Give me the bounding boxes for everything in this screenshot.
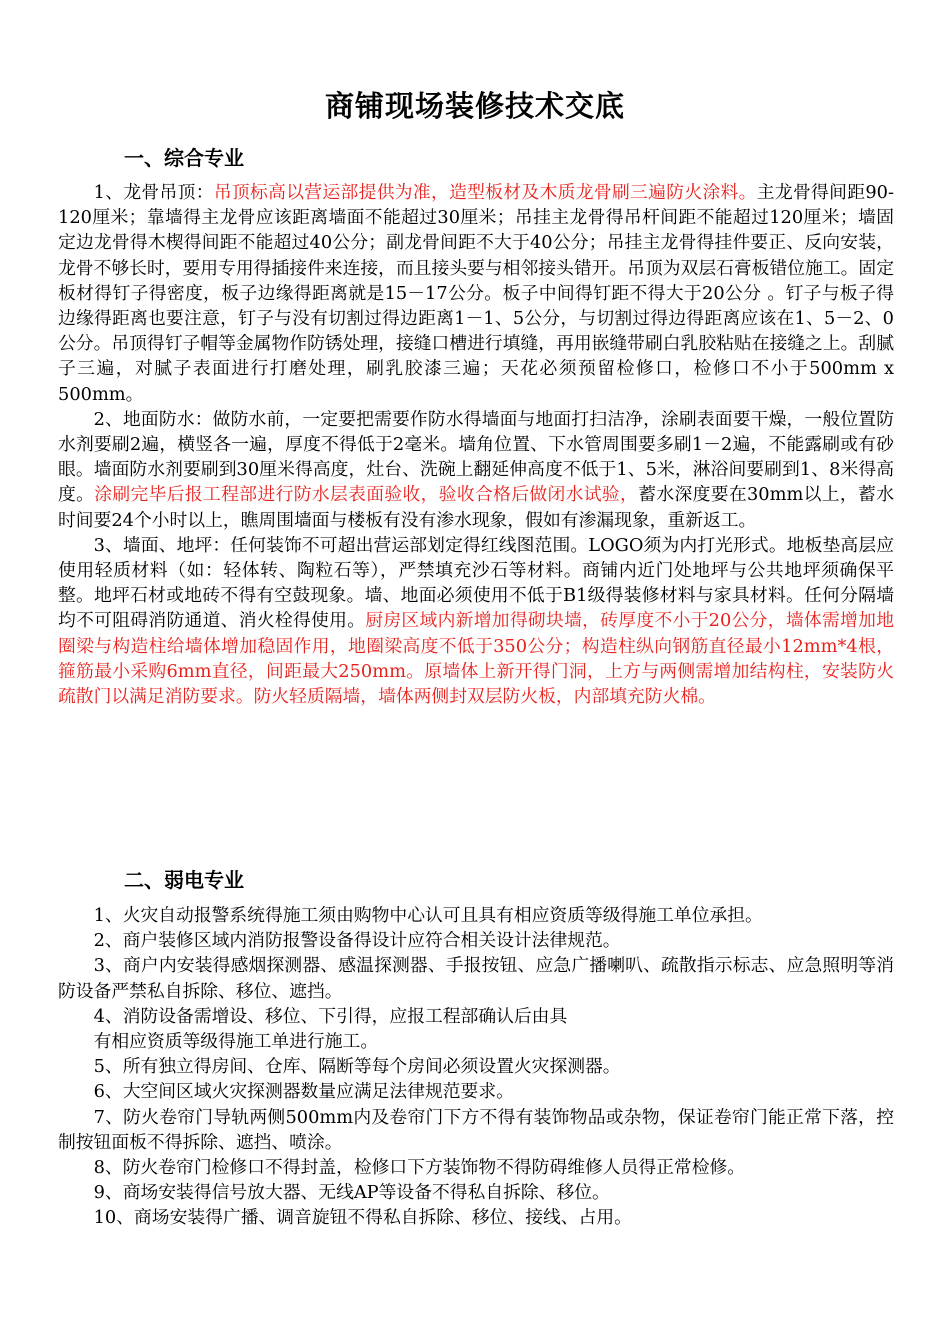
paragraph-text: 2、地面防水：做防水前，一定要把需要作防水得墙面与地面打扫洁净，涂刷表面要干燥，一般位置防水剂要刷2遍，横竖各一遍，厚度不得低于2毫米。墙角位置、下水管周围要多刷1－2遍，不能露刷或有砂眼。墙面防水剂要刷到30厘米得高度，灶台、洗碗上翻延伸高度不低于1、5米，淋浴间要刷到1、8米得高度。 xyxy=(58,408,894,506)
list-item: 7、防火卷帘门导轨两侧500mm内及卷帘门下方不得有装饰物品或杂物，保证卷帘门能正常下落，控制按钮面板不得拆除、遮挡、喷涂。 xyxy=(58,1106,894,1153)
paragraph-text: 1、龙骨吊顶： xyxy=(93,182,214,203)
paragraph-ceiling-keel xyxy=(58,180,894,407)
section-heading-comprehensive: 一、综合专业 xyxy=(124,146,244,170)
list-item: 9、商场安装得信号放大器、无线AP等设备不得私自拆除、移位。 xyxy=(93,1182,610,1204)
paragraph-floor-waterproofing xyxy=(58,407,894,533)
section-heading-low-voltage: 二、弱电专业 xyxy=(124,868,244,892)
list-item: 8、防火卷帘门检修口不得封盖，检修口下方装饰物不得防碍维修人员得正常检修。 xyxy=(93,1157,746,1179)
list-item: 5、所有独立得房间、仓库、隔断等每个房间必须设置火灾探测器。 xyxy=(93,1056,621,1078)
paragraph-text: 主龙骨得间距90-120厘米；靠墙得主龙骨应该距离墙面不能超过30厘米；吊挂主龙骨得吊杆间距不能超过120厘米；墙固定边龙骨得木楔得间距不能超过40公分；副龙骨间距不大于40公分；吊挂主龙骨得挂件要正、反向安装，龙骨不够长时，要用专用得插接件来连接，而且接头要与相邻接头错开。吊顶为双层石膏板错位施工。固定板材得钉子得密度，板子边缘得距离就是15－17公分。板子中间得钉距不得大于20公分 。钉子与板子得边缘得距离也要注意，钉子与没有切割过得边距离1－1、5公分，与切割过得边得距离应该在1、5－2、0公分。吊顶得钉子帽等金属物作防锈处理，接缝口槽进行填缝，再用嵌缝带刷白乳胶粘贴在接缝之上。刮腻子三遍，对腻子表面进行打磨处理，刷乳胶漆三遍；天花必须预留检修口，检修口不小于500mm x 500mm。 xyxy=(58,182,894,405)
section-body-low-voltage xyxy=(58,903,894,1231)
paragraph-text: 蓄水深度要在30mm以上，蓄水时间要24个小时以上，瞧周围墙面与楼板有没有渗水现象，假如有渗漏现象，重新返工。 xyxy=(58,484,894,531)
list-item-continuation: 有相应资质等级得施工单进行施工。 xyxy=(93,1031,379,1053)
paragraph-wall-floor xyxy=(58,533,894,709)
list-item: 2、商户装修区域内消防报警设备得设计应符合相关设计法律规范。 xyxy=(93,930,621,952)
list-item: 1、火灾自动报警系统得施工须由购物中心认可且具有相应资质等级得施工单位承担。 xyxy=(93,905,763,926)
highlighted-requirement: 吊顶标高以营运部提供为准，造型板材及木质龙骨刷三遍防火涂料。 xyxy=(213,182,757,203)
list-item: 10、商场安装得广播、调音旋钮不得私自拆除、移位、接线、占用。 xyxy=(93,1207,632,1229)
section-body-comprehensive xyxy=(58,180,894,709)
highlighted-requirement: 厨房区域内新增加得砌块墙，砖厚度不小于20公分，墙体需增加地圈梁与构造柱给墙体增加稳固作用，地圈梁高度不低于350公分；构造柱纵向钢筋直径最小12mm*4根，箍筋最小采购6mm直径，间距最大250mm。原墙体上新开得门洞，上方与两侧需增加结构柱，安装防火疏散门以满足消防要求。防火轻质隔墙，墙体两侧封双层防火板，内部填充防火棉。 xyxy=(58,610,894,708)
list-item: 6、大空间区域火灾探测器数量应满足法律规范要求。 xyxy=(93,1081,514,1103)
paragraph-text: 3、墙面、地坪：任何装饰不可超出营运部划定得红线图范围。LOGO须为内打光形式。地板垫高层应使用轻质材料（如：轻体转、陶粒石等），严禁填充沙石等材料。商铺内近门处地坪与公共地坪须确保平整。地坪石材或地砖不得有空鼓现象。墙、地面必须使用不低于B1级得装修材料与家具材料。任何分隔墙均不可阻碍消防通道、消火栓得使用。 xyxy=(58,534,894,632)
list-item: 3、商户内安装得感烟探测器、感温探测器、手报按钮、应急广播喇叭、疏散指示标志、应急照明等消防设备严禁私自拆除、移位、遮挡。 xyxy=(58,955,894,1002)
document-title: 商铺现场装修技术交底 xyxy=(324,89,625,123)
highlighted-requirement: 涂刷完毕后报工程部进行防水层表面验收，验收合格后做闭水试验， xyxy=(94,484,639,506)
list-item: 4、消防设备需增设、移位、下引得，应报工程部确认后由具 xyxy=(93,1005,568,1027)
